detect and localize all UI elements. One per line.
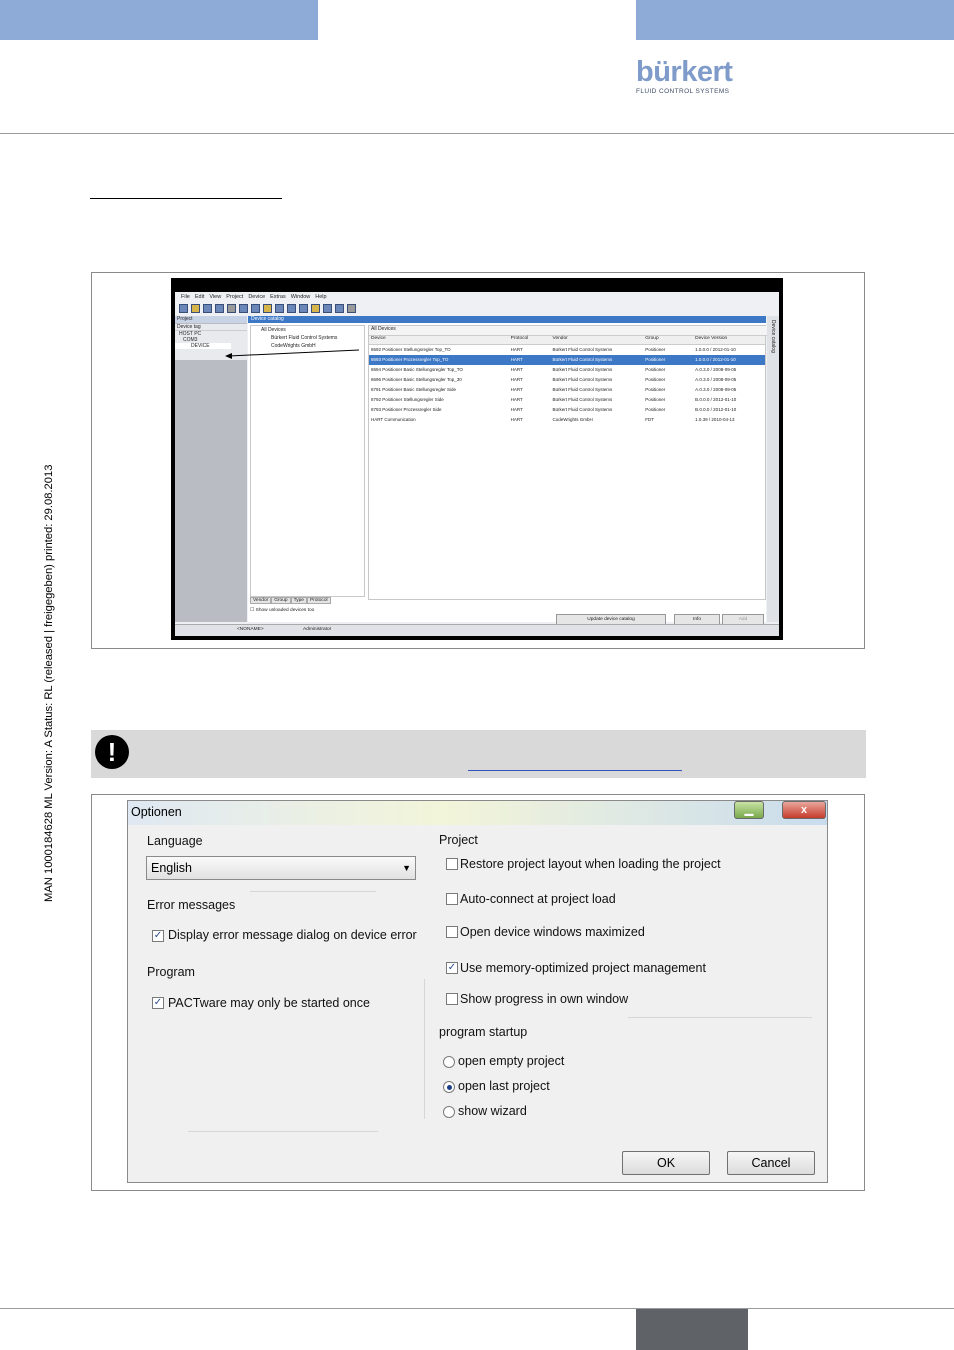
heading-underline xyxy=(90,198,282,199)
table-cell: 1.0.39 / 2010-04-13 xyxy=(695,417,735,422)
startup-wizard-radio[interactable] xyxy=(443,1106,455,1118)
exclamation-icon: ! xyxy=(95,735,129,769)
table-cell: 8791 Positioner Basic Stellungsregler Side xyxy=(371,387,457,392)
startup-empty-radio[interactable] xyxy=(443,1056,455,1068)
diagnosis-icon[interactable] xyxy=(335,304,344,313)
table-cell: Bürkert Fluid Control Systems xyxy=(552,357,613,362)
tab-vendor[interactable]: Vendor xyxy=(250,597,271,604)
toolbar xyxy=(179,304,356,313)
table-cell: Bürkert Fluid Control Systems xyxy=(552,367,613,372)
tab-type[interactable]: Type xyxy=(291,597,307,604)
table-cell: Bürkert Fluid Control Systems xyxy=(552,377,613,382)
tree-com3[interactable]: COM3 xyxy=(183,337,198,343)
dialog-title-bar xyxy=(128,801,827,825)
header-rule xyxy=(0,133,954,134)
open-maximized-option: Open device windows maximized xyxy=(460,925,645,939)
connect-icon[interactable] xyxy=(263,304,272,313)
catalog-icon[interactable] xyxy=(251,304,260,313)
table-cell: Bürkert Fluid Control Systems xyxy=(552,347,613,352)
language-select[interactable] xyxy=(146,856,416,880)
tree-vendor-burkert[interactable]: Bürkert Fluid Control Systems xyxy=(271,335,338,341)
minimize-icon[interactable]: ▁ xyxy=(734,801,764,819)
language-value: English xyxy=(151,861,192,875)
error-messages-label: Error messages xyxy=(147,898,236,912)
table-cell: Positioner xyxy=(645,367,666,372)
new-icon[interactable] xyxy=(179,304,188,313)
menu-device[interactable]: Device xyxy=(248,294,266,300)
memory-optimized-option: Use memory-optimized project management xyxy=(460,961,706,975)
cancel-button[interactable]: Cancel xyxy=(727,1151,815,1175)
options-dialog xyxy=(127,800,828,1183)
col-device[interactable]: Device xyxy=(371,336,386,341)
device-grid xyxy=(368,325,766,600)
show-progress-checkbox[interactable] xyxy=(446,993,458,1005)
save-icon[interactable] xyxy=(203,304,212,313)
add-button[interactable]: Add xyxy=(722,614,764,625)
auto-connect-checkbox[interactable] xyxy=(446,893,458,905)
download-icon[interactable] xyxy=(299,304,308,313)
grid-title: All Devices xyxy=(369,326,767,336)
program-startup-label: program startup xyxy=(439,1025,528,1039)
table-cell: HART xyxy=(510,357,523,362)
side-tab-label: Device catalog xyxy=(770,320,776,353)
dialog-title: Optionen xyxy=(131,805,182,819)
col-protocol[interactable]: Protocol xyxy=(510,336,529,341)
table-cell: Positioner xyxy=(645,387,666,392)
menu-extras[interactable]: Extras xyxy=(270,294,286,300)
tree-device[interactable]: DEVICE xyxy=(175,343,231,349)
table-cell: 1.0.0.0 / 2012-01-10 xyxy=(695,357,736,362)
show-unloaded-checkbox[interactable]: ☐ Show unloaded devices too xyxy=(250,608,315,613)
start-once-option: PACTware may only be started once xyxy=(168,996,370,1010)
restore-layout-option: Restore project layout when loading the project xyxy=(460,857,721,871)
table-cell: HART xyxy=(510,367,523,372)
project-label: Project xyxy=(439,833,478,847)
table-row[interactable] xyxy=(369,355,765,365)
show-progress-option: Show progress in own window xyxy=(460,992,629,1006)
separator xyxy=(250,891,376,892)
parameter-icon[interactable] xyxy=(311,304,320,313)
table-cell: HART xyxy=(510,377,523,382)
table-cell: HART xyxy=(510,387,523,392)
tab-group[interactable]: Group xyxy=(271,597,290,604)
info-button[interactable]: Info xyxy=(674,614,720,625)
memory-optimized-checkbox[interactable]: ✓ xyxy=(447,962,457,973)
table-cell: Bürkert Fluid Control Systems xyxy=(552,397,613,402)
table-cell: 8793 Positioner Prozessregler Side xyxy=(371,407,442,412)
notice-link-underline[interactable] xyxy=(468,770,682,771)
tab-protocol[interactable]: Protocol xyxy=(307,597,331,604)
device-catalog-side-tab[interactable] xyxy=(767,316,779,622)
table-cell: A.0.3.0 / 2008-09-05 xyxy=(695,367,737,372)
ok-button[interactable]: OK xyxy=(622,1151,710,1175)
header-band-right xyxy=(636,0,954,40)
table-cell: Positioner xyxy=(645,357,666,362)
project-pane-title: Project xyxy=(175,316,247,323)
menu-bar xyxy=(175,294,327,302)
table-cell: A.0.3.0 / 2008-09-05 xyxy=(695,377,737,382)
table-cell: HART xyxy=(510,407,523,412)
vertical-separator xyxy=(424,979,425,1119)
tree-vendor-codewrights[interactable]: CodeWrights GmbH xyxy=(271,343,316,349)
catalog-title: Device catalog xyxy=(248,316,766,323)
table-cell: A.0.3.0 / 2008-09-05 xyxy=(695,387,737,392)
table-row[interactable] xyxy=(369,385,765,395)
table-cell: CodeWrights GmbH xyxy=(552,417,593,422)
table-cell: B.0.0.0 / 2012-01-10 xyxy=(695,397,737,402)
pactware-window xyxy=(175,292,779,636)
print-icon[interactable] xyxy=(215,304,224,313)
table-row[interactable] xyxy=(369,415,765,425)
table-cell: 8693 Positioner Prozessregler Top_TO xyxy=(371,357,449,362)
drag-arrow xyxy=(225,350,365,362)
table-cell: B.0.0.0 / 2012-01-10 xyxy=(695,407,737,412)
table-cell: FDT xyxy=(645,417,655,422)
logo-wordmark: bürkert xyxy=(636,56,733,88)
catalog-tree xyxy=(250,325,365,597)
show-unloaded-label: Show unloaded devices too xyxy=(255,608,315,613)
document-status-text: MAN 1000184628 ML Version: A Status: RL (released | freigegeben) printed: 29.08.2013 xyxy=(43,464,55,902)
footer-rule xyxy=(0,1308,954,1309)
menu-edit[interactable]: Edit xyxy=(194,294,205,300)
separator xyxy=(628,1017,812,1018)
table-row[interactable] xyxy=(369,375,765,385)
table-cell: HART Communication xyxy=(371,417,416,422)
open-maximized-checkbox[interactable] xyxy=(446,926,458,938)
table-cell: 1.0.0.0 / 2012-01-10 xyxy=(695,347,736,352)
table-cell: Bürkert Fluid Control Systems xyxy=(552,387,613,392)
page-number-box xyxy=(636,1309,748,1350)
table-row[interactable] xyxy=(369,345,765,355)
project-icon[interactable] xyxy=(239,304,248,313)
close-icon[interactable]: x xyxy=(782,801,826,819)
upload-icon[interactable] xyxy=(287,304,296,313)
col-vendor[interactable]: Vendor xyxy=(552,336,568,341)
menu-help[interactable]: Help xyxy=(315,294,327,300)
pactware-catalog-screenshot xyxy=(171,278,783,640)
table-cell: Positioner xyxy=(645,377,666,382)
start-once-checkbox[interactable]: ✓ xyxy=(153,997,163,1008)
error-dialog-option: Display error message dialog on device error xyxy=(168,928,417,942)
tree-host-pc[interactable]: HOST PC xyxy=(179,331,202,337)
table-row[interactable] xyxy=(369,405,765,415)
table-cell: 8692 Positioner Stellungsregler Top_TO xyxy=(371,347,451,352)
error-dialog-checkbox[interactable]: ✓ xyxy=(153,930,163,941)
program-label: Program xyxy=(147,965,195,979)
logo-tagline: FLUID CONTROL SYSTEMS xyxy=(636,88,730,95)
grid-column-headers xyxy=(369,336,765,345)
status-bar xyxy=(175,624,779,636)
col-version[interactable]: Device Version xyxy=(695,336,728,341)
status-project-name: <NONAME> xyxy=(237,627,264,632)
menu-file[interactable]: File xyxy=(181,294,190,300)
auto-connect-option: Auto-connect at project load xyxy=(460,892,616,906)
open-icon[interactable] xyxy=(191,304,200,313)
language-label: Language xyxy=(147,834,203,848)
disabled-icon xyxy=(227,304,236,313)
header-band-left xyxy=(0,0,318,40)
startup-empty-option: open empty project xyxy=(458,1054,565,1068)
menu-project[interactable]: Project xyxy=(226,294,244,300)
update-catalog-button[interactable]: Update device catalog xyxy=(556,614,666,625)
tree-all-devices[interactable]: All Devices xyxy=(261,327,286,333)
table-cell: HART xyxy=(510,397,523,402)
table-cell: HART xyxy=(510,417,523,422)
measure-icon[interactable] xyxy=(323,304,332,313)
table-cell: 8696 Positioner Basic Stellungsregler Top_30 xyxy=(371,377,462,382)
startup-last-radio[interactable] xyxy=(443,1081,455,1093)
table-cell: Positioner xyxy=(645,407,666,412)
table-cell: HART xyxy=(510,347,523,352)
menu-view[interactable]: View xyxy=(209,294,222,300)
table-cell: Bürkert Fluid Control Systems xyxy=(552,407,613,412)
restore-layout-checkbox[interactable] xyxy=(446,858,458,870)
table-cell: Positioner xyxy=(645,397,666,402)
disconnect-icon[interactable] xyxy=(275,304,284,313)
menu-window[interactable]: Window xyxy=(290,294,311,300)
burkert-logo xyxy=(636,58,736,98)
chevron-down-icon: ▼ xyxy=(402,863,411,873)
startup-last-option: open last project xyxy=(458,1079,550,1093)
print-device-icon[interactable] xyxy=(347,304,356,313)
status-user: Administrator xyxy=(303,627,332,632)
table-row[interactable] xyxy=(369,395,765,405)
col-group[interactable]: Group xyxy=(645,336,659,341)
device-tag-header: Device tag xyxy=(175,324,247,331)
table-cell: Positioner xyxy=(645,347,666,352)
catalog-filter-tabs xyxy=(250,597,331,604)
startup-wizard-option: show wizard xyxy=(458,1104,527,1118)
table-cell: 8792 Positioner Stellungsregler Side xyxy=(371,397,444,402)
table-cell: 8694 Positioner Basic Stellungsregler Top_TO xyxy=(371,367,463,372)
separator xyxy=(188,1131,378,1132)
table-row[interactable] xyxy=(369,365,765,375)
